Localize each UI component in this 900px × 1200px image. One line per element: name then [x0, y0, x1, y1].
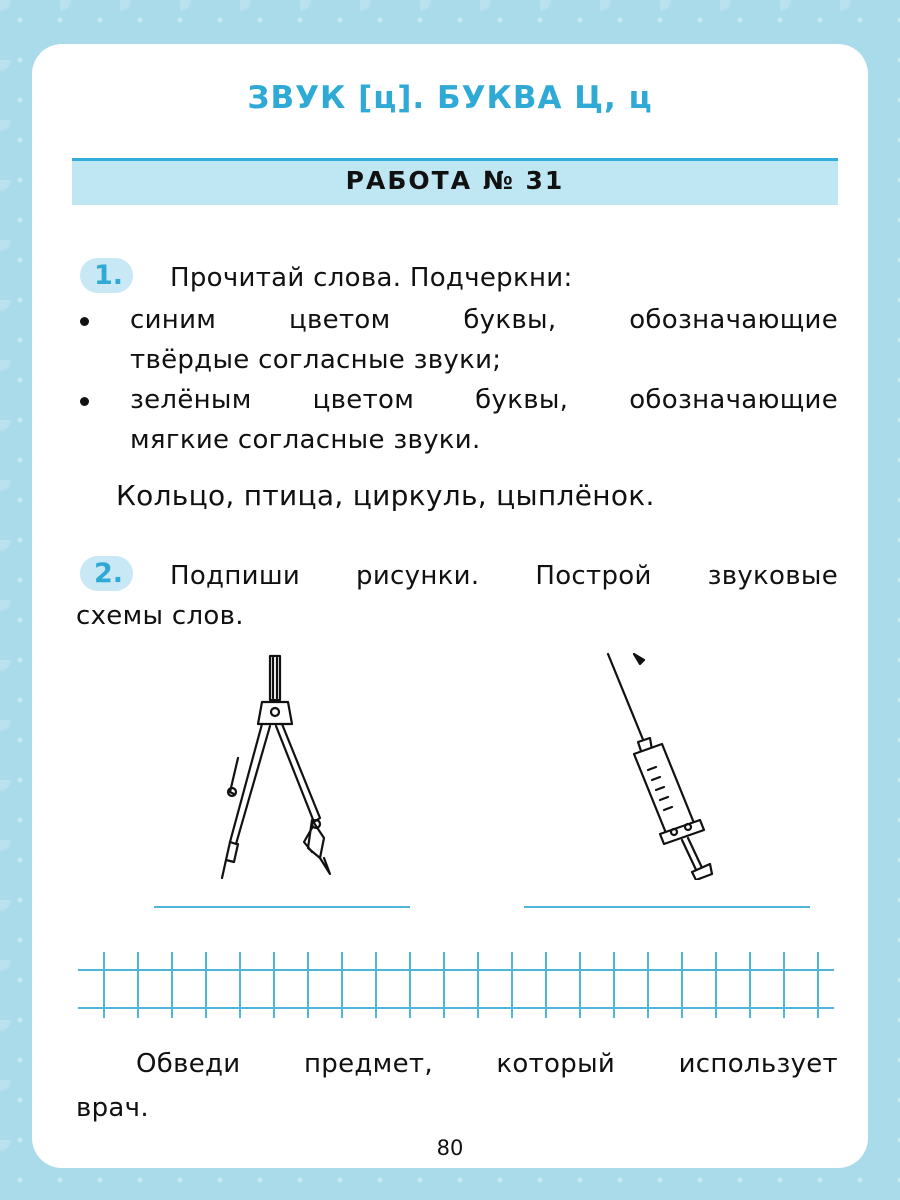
- work-title: РАБОТА № 31: [345, 166, 565, 195]
- task-2-number: 2.: [80, 556, 133, 591]
- page-number: 80: [436, 1136, 464, 1160]
- syringe-icon: [604, 650, 714, 880]
- workbook-page: [32, 44, 868, 1168]
- task-3-line-1: Обведи предмет, который использует: [136, 1049, 838, 1079]
- word-line-syringe[interactable]: [524, 906, 810, 908]
- task-1-words: Кольцо, птица, циркуль, цыплёнок.: [116, 479, 655, 512]
- bullet-2-line-2: мягкие согласные звуки.: [130, 425, 481, 455]
- compass-icon: [212, 652, 342, 882]
- bullet-1-line-1: синим цветом буквы, обозначающие: [130, 305, 838, 335]
- bullet-1: [80, 317, 89, 326]
- sound-scheme-grid[interactable]: [78, 950, 834, 1020]
- work-banner: [72, 158, 838, 205]
- bullet-2: [80, 397, 89, 406]
- lesson-title: ЗВУК [ц]. БУКВА Ц, ц: [247, 80, 653, 116]
- task-1-prompt: Прочитай слова. Подчеркни:: [170, 263, 573, 293]
- task-2-prompt-line-2: схемы слов.: [76, 601, 244, 631]
- task-1-number: 1.: [80, 258, 133, 293]
- bullet-1-line-2: твёрдые согласные звуки;: [130, 345, 502, 375]
- task-2-prompt-line-1: Подпиши рисунки. Построй звуковые: [170, 561, 838, 591]
- task-3-line-2: врач.: [76, 1093, 149, 1123]
- bullet-2-line-1: зелёным цветом буквы, обозначающие: [130, 385, 838, 415]
- word-line-compass[interactable]: [154, 906, 410, 908]
